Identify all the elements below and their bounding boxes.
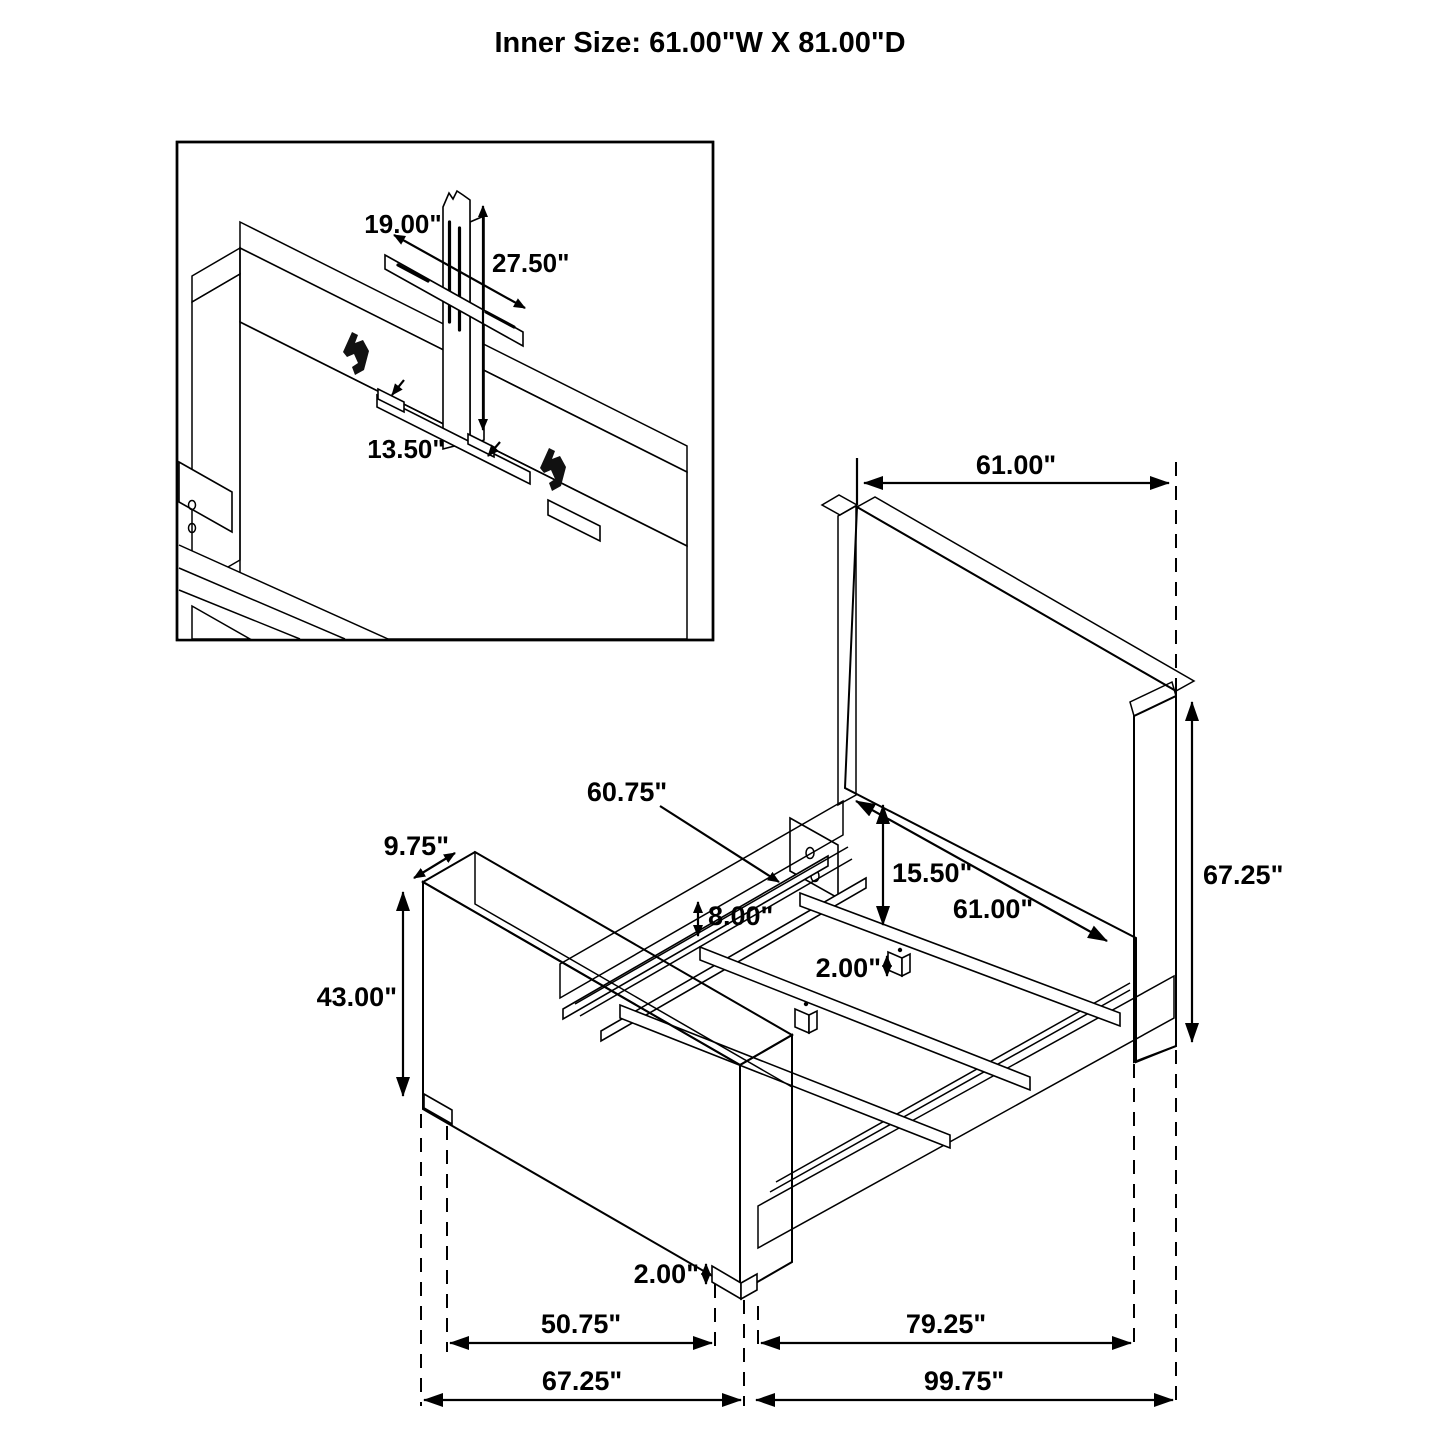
- dim-bracket-width-label: 19.00": [364, 209, 442, 239]
- dim-plate-width-label: 13.50": [367, 434, 445, 464]
- dim-foot-leg-label: 2.00": [633, 1259, 699, 1289]
- screw-dot: [898, 948, 902, 952]
- headboard-detail-inset: [177, 142, 713, 640]
- dim-foot-leg: [634, 1259, 706, 1289]
- dim-center-rail-label: 60.75": [586, 777, 668, 807]
- dim-foot-outer-width-label: 67.25": [541, 1366, 623, 1396]
- dim-slat-height-gap: [698, 901, 773, 936]
- headboard-top-band: [857, 497, 1194, 691]
- slat-support-frame: [563, 856, 1120, 1148]
- dim-inner-width-label: 61.00": [952, 894, 1034, 924]
- dim-center-rail: [587, 777, 779, 882]
- dim-rail-top-depth-label: 9.75": [383, 831, 449, 861]
- dim-foot-outer-width: [424, 1366, 741, 1400]
- dim-foot-inner-width-label: 50.75": [540, 1309, 622, 1339]
- post-front: [443, 191, 470, 449]
- dim-overall-length: [756, 1366, 1173, 1400]
- screw-dot: [804, 1002, 808, 1006]
- dim-headboard-width: [857, 450, 1176, 690]
- dim-foot-inner-width: [450, 1309, 712, 1343]
- rail-cleat-line: [776, 983, 1130, 1182]
- dim-side-rail-length-label: 79.25": [905, 1309, 987, 1339]
- dim-headboard-height: [1192, 702, 1283, 1042]
- dim-center-leg: [816, 953, 887, 983]
- dim-footboard-height-label: 43.00": [316, 982, 397, 1012]
- dim-headboard-height-label: 67.25": [1203, 860, 1284, 890]
- footboard-leg: [741, 1274, 757, 1299]
- footboard-leg: [712, 1266, 741, 1299]
- dim-center-leg-label: 2.00": [815, 953, 881, 983]
- headboard-left-leg: [790, 818, 838, 898]
- slat-leg: [888, 952, 910, 976]
- dim-slat-height-gap-label: 8.00": [708, 901, 774, 931]
- dim-footboard-height: [317, 892, 403, 1096]
- page-title: Inner Size: 61.00"W X 81.00"D: [494, 27, 906, 59]
- dim-headboard-slat-gap-label: 15.50": [892, 858, 973, 888]
- dim-mount-height-label: 27.50": [492, 248, 570, 278]
- dim-side-rail-length: [761, 1309, 1131, 1343]
- headboard-left-corner: [822, 495, 857, 515]
- footboard-leg: [424, 1094, 452, 1124]
- dim-overall-length-label: 99.75": [923, 1366, 1005, 1396]
- right-wing-panel: [1134, 696, 1176, 1062]
- slat-leg: [795, 1009, 817, 1033]
- dim-rail-top-depth: [384, 831, 455, 878]
- extension-lines: [421, 1050, 1176, 1406]
- dim-headboard-width-label: 61.00": [975, 450, 1057, 480]
